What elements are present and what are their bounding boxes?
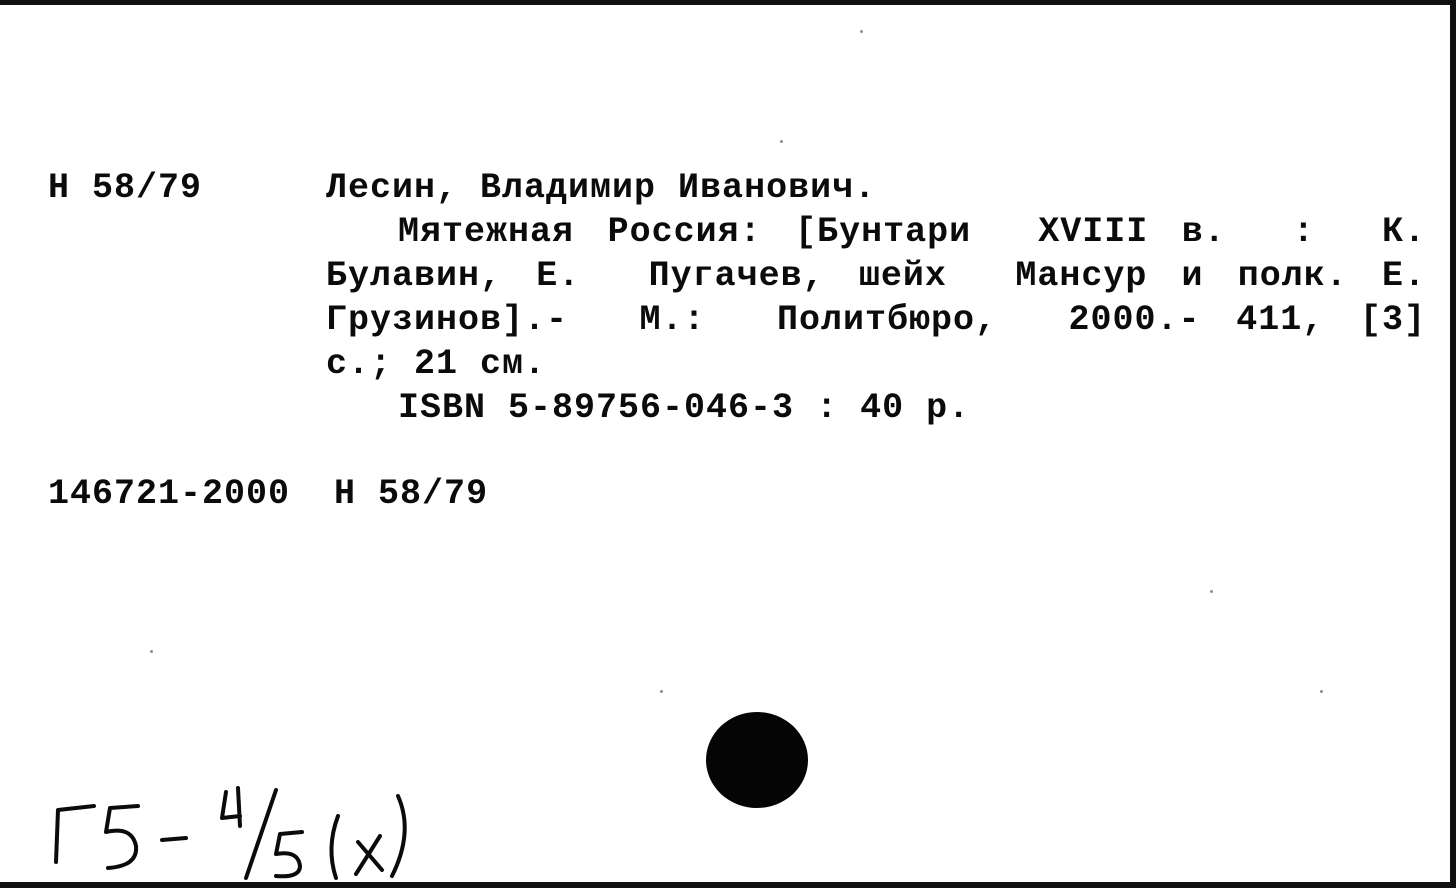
title-line-2: Булавин, Е. Пугачев, шейх Мансур и полк. Е. xyxy=(326,256,1426,296)
scan-speck xyxy=(860,30,863,33)
card-right-edge xyxy=(1450,0,1456,888)
scan-speck xyxy=(150,650,153,653)
shelfmark: Н 58/79 xyxy=(48,168,203,208)
handwritten-note xyxy=(40,770,440,882)
scan-speck xyxy=(1210,590,1213,593)
title-line-1: Мятежная Россия: [Бунтари XVIII в. : К. xyxy=(398,212,1426,252)
isbn-price: ISBN 5-89756-046-3 : 40 р. xyxy=(398,388,971,428)
scan-speck xyxy=(1320,690,1323,693)
title-line-4: с.; 21 см. xyxy=(326,344,547,384)
scan-speck xyxy=(780,140,783,143)
card-bottom-edge xyxy=(0,882,1456,888)
scan-speck xyxy=(660,690,663,693)
punch-hole xyxy=(706,712,808,808)
title-line-3: Грузинов].- М.: Политбюро, 2000.- 411, [3] xyxy=(326,300,1426,340)
card-top-edge xyxy=(0,0,1456,5)
accession-number: 146721-2000 Н 58/79 xyxy=(48,474,489,514)
author-heading: Лесин, Владимир Иванович. xyxy=(326,168,877,208)
